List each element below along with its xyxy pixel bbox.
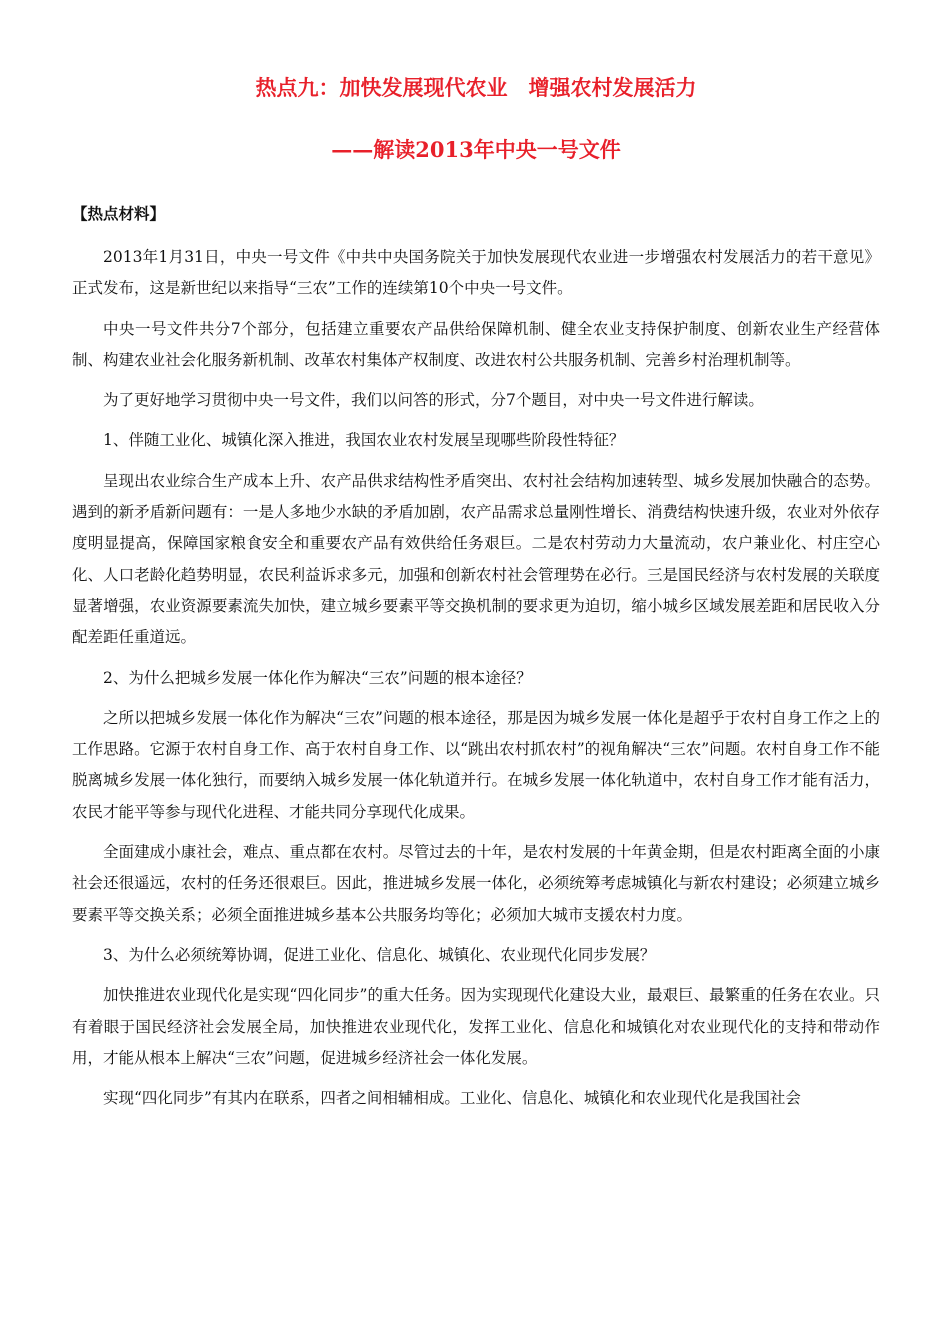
question-3: 3、为什么必须统筹协调，促进工业化、信息化、城镇化、农业现代化同步发展？ bbox=[103, 945, 656, 964]
section-label: 【热点材料】 bbox=[72, 204, 166, 223]
answer-1: 呈现出农业综合生产成本上升、农产品供求结构性矛盾突出、农村社会结构加速转型、城乡发展加快融合的态势。遇到的新矛盾新问题有：一是人多地少水缺的矛盾加剧，农产品需求总量刚性增长、消费结构快速升级，农业对外依存度明显提高，保障国家粮食安全和重要农产品有效供给任务艰巨。二是农村劳动力大量流动，农户兼业化、村庄空心化、人口老龄化趋势明显，农民利益诉求多元，加强和创新农村社会管理势在必行。三是国民经济与农村发展的关联度显著增强，农业资源要素流失加快，建立城乡要素平等交换机制的要求更为迫切，缩小城乡区域发展差距和居民收入分配差距任重道远。 bbox=[72, 471, 880, 647]
paragraph-intro: 2013年1月31日，中央一号文件《中共中央国务院关于加快发展现代农业进一步增强农村发展活力的若干意见》正式发布，这是新世纪以来指导“三农”工作的连续第10个中央一号文件。 bbox=[72, 248, 880, 298]
paragraph-structure: 中央一号文件共分7个部分，包括建立重要农产品供给保障机制、健全农业支持保护制度、创新农业生产经营体制、构建农业社会化服务新机制、改革农村集体产权制度、改进农村公共服务机制、完善乡村治理机制等。 bbox=[72, 319, 880, 369]
question-1: 1、伴随工业化、城镇化深入推进，我国农业农村发展呈现哪些阶段性特征？ bbox=[103, 431, 625, 450]
document-subtitle: ——解读2013年中央一号文件 bbox=[331, 137, 621, 162]
answer-2b: 全面建成小康社会，难点、重点都在农村。尽管过去的十年，是农村发展的十年黄金期，但是农村距离全面的小康社会还很遥远，农村的任务还很艰巨。因此，推进城乡发展一体化，必须统筹考虑城镇化与新农村建设；必须建立城乡要素平等交换关系；必须全面推进城乡基本公共服务均等化；必须加大城市支援农村力度。 bbox=[72, 843, 880, 924]
paragraph-purpose: 为了更好地学习贯彻中央一号文件，我们以问答的形式，分7个题目，对中央一号文件进行解读。 bbox=[103, 391, 764, 410]
document-title: 热点九：加快发展现代农业 增强农村发展活力 bbox=[255, 75, 697, 100]
document-body bbox=[72, 242, 880, 1123]
answer-2a: 之所以把城乡发展一体化作为解决“三农”问题的根本途径，那是因为城乡发展一体化是超乎于农村自身工作之上的工作思路。它源于农村自身工作、高于农村自身工作、以“跳出农村抓农村”的视角解决“三农”问题。农村自身工作不能脱离城乡发展一体化独行，而要纳入城乡发展一体化轨道并行。在城乡发展一体化轨道中，农村自身工作才能有活力，农民才能平等参与现代化进程、才能共同分享现代化成果。 bbox=[72, 708, 880, 821]
answer-3a: 加快推进农业现代化是实现“四化同步”的重大任务。因为实现现代化建设大业，最艰巨、最繁重的任务在农业。只有着眼于国民经济社会发展全局，加快推进农业现代化，发挥工业化、信息化和城镇化对农业现代化的支持和带动作用，才能从根本上解决“三农”问题，促进城乡经济社会一体化发展。 bbox=[72, 986, 880, 1067]
question-2: 2、为什么把城乡发展一体化作为解决“三农”问题的根本途径？ bbox=[103, 668, 532, 687]
answer-3b: 实现“四化同步”有其内在联系，四者之间相辅相成。工业化、信息化、城镇化和农业现代化是我国社会 bbox=[103, 1089, 801, 1108]
